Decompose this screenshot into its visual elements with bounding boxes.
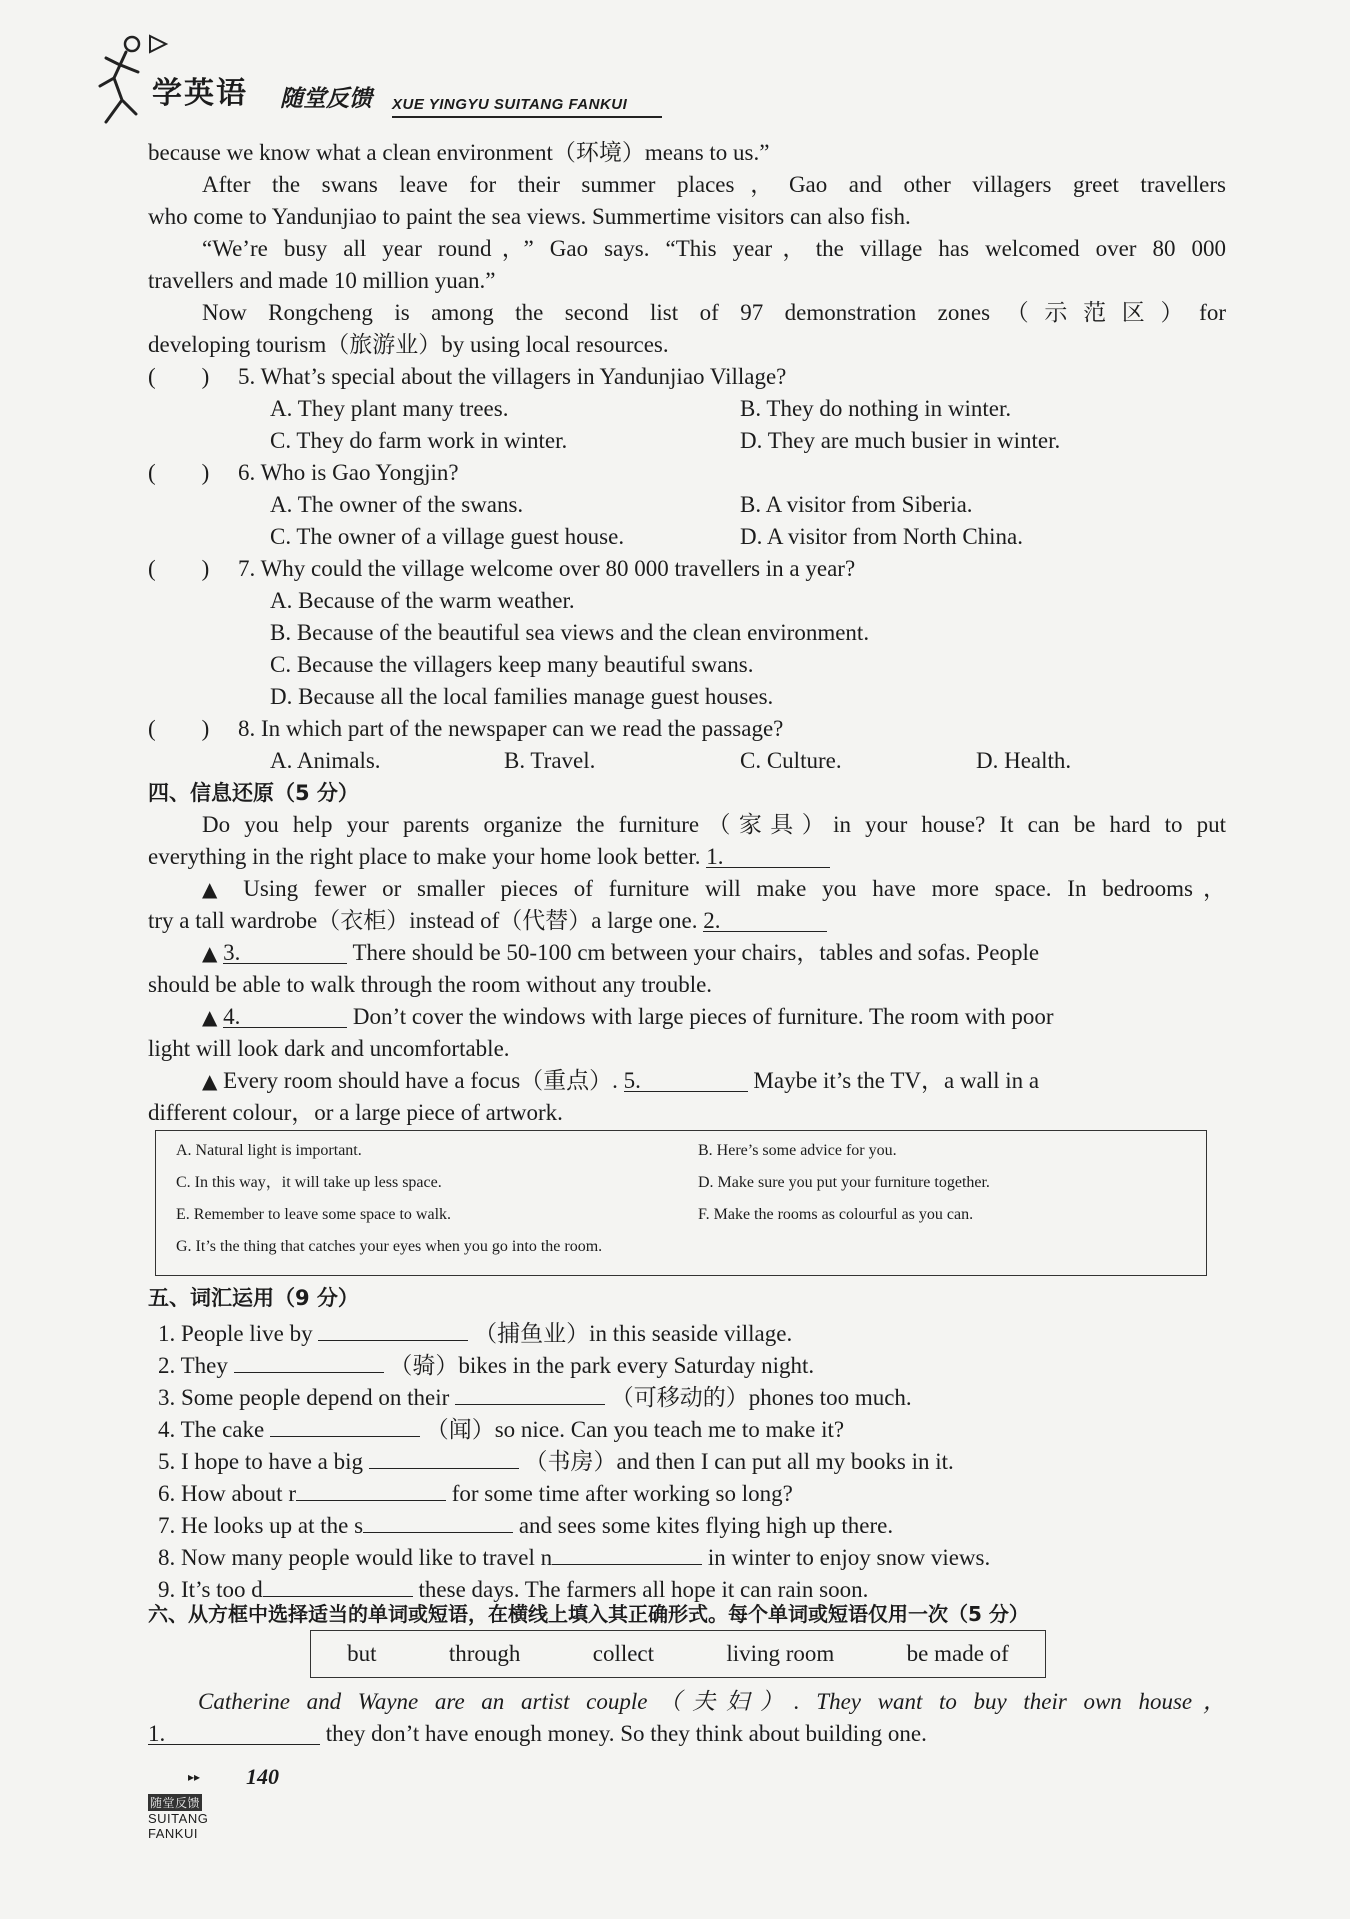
section-4-line <box>148 1065 1226 1097</box>
option-b: B. They do nothing in winter. <box>740 396 1012 421</box>
vocab-item-5 <box>158 1442 954 1474</box>
vocab-hint: （骑）bikes in the park every Saturday night. <box>389 1353 815 1378</box>
vocab-item-2 <box>158 1346 814 1378</box>
section-4-line <box>148 1001 1226 1033</box>
vocab-prompt: 9. It’s too d <box>158 1577 263 1602</box>
option-c: C. The owner of a village guest house. <box>270 524 625 549</box>
section-4-text: There should be 50-100 cm between your chairs，tables and sofas. People <box>352 940 1040 965</box>
section-5-title: 五、词汇运用（9 分） <box>148 1286 359 1310</box>
blank-5[interactable] <box>624 1065 748 1092</box>
section-4-text: Every room should have a focus（重点）. <box>223 1068 618 1093</box>
section-6-text: they don’t have enough money. So they think about building one. <box>325 1721 927 1746</box>
vocab-prompt: 3. Some people depend on their <box>158 1385 450 1410</box>
section-6-line: Catherine and Wayne are an artist couple（夫妇）. They want to buy their own house， <box>198 1689 1226 1714</box>
header-pinyin: XUE YINGYU SUITANG FANKUI <box>392 96 628 113</box>
vocab-blank[interactable] <box>363 1506 513 1533</box>
header-rule <box>392 116 662 118</box>
vocab-hint: in winter to enjoy snow views. <box>707 1545 991 1570</box>
option-b: B. A visitor from Siberia. <box>740 492 973 517</box>
section-4-text: try a tall wardrobe（衣柜）instead of（代替）a large one. <box>148 908 698 933</box>
box-option-c: C. In this way，it will take up less space. <box>176 1174 442 1191</box>
passage-line: travellers and made 10 million yuan.” <box>148 268 496 293</box>
vocab-item-6 <box>158 1474 793 1506</box>
option-d: D. A visitor from North China. <box>740 524 1024 549</box>
footer-tag <box>148 1794 208 1841</box>
vocab-hint: for some time after working so long? <box>451 1481 793 1506</box>
option-c: C. Because the villagers keep many beautiful swans. <box>270 652 754 677</box>
section-4-line <box>148 905 1226 937</box>
vocab-item-1 <box>158 1314 792 1346</box>
question-7 <box>148 553 1226 585</box>
blank-2[interactable] <box>703 905 827 932</box>
section-4-line <box>148 873 1226 905</box>
word-option: but <box>347 1641 377 1666</box>
section-4-text: Maybe it’s the TV，a wall in a <box>753 1068 1040 1093</box>
page-header <box>92 30 672 125</box>
options-row <box>148 585 1226 617</box>
blank-number: 4. <box>223 1004 241 1029</box>
section-6-line <box>148 1718 927 1750</box>
box-option-d: D. Make sure you put your furniture together. <box>698 1174 990 1191</box>
word-option: living room <box>726 1641 835 1666</box>
option-a: A. The owner of the swans. <box>270 492 524 517</box>
question-stem: 8. In which part of the newspaper can we read the passage? <box>238 716 784 741</box>
vocab-blank[interactable] <box>369 1442 519 1469</box>
blank-number: 1. <box>706 844 724 869</box>
option-b: B. Because of the beautiful sea views and the clean environment. <box>270 620 870 645</box>
vocab-hint: （可移动的）phones too much. <box>610 1385 912 1410</box>
section-4-line: light will look dark and uncomfortable. <box>148 1036 510 1061</box>
options-row <box>148 649 1226 681</box>
vocab-blank[interactable] <box>318 1314 468 1341</box>
option-d: D. Health. <box>976 748 1072 773</box>
question-5 <box>148 361 1226 393</box>
header-title: 学英语 <box>152 76 248 111</box>
option-c: C. Culture. <box>740 748 842 773</box>
vocab-blank[interactable] <box>455 1378 605 1405</box>
section-4-line: Do you help your parents organize the furniture（家具）in your house? It can be hard to put <box>202 812 1226 837</box>
passage-line: because we know what a clean environment（环境）means to us.” <box>148 140 770 165</box>
box-option-f: F. Make the rooms as colourful as you can. <box>698 1206 974 1223</box>
question-8 <box>148 713 1226 745</box>
vocab-hint: these days. The farmers all hope it can rain soon. <box>418 1577 869 1602</box>
section-4-line: different colour，or a large piece of artwork. <box>148 1100 563 1125</box>
vocab-blank[interactable] <box>263 1570 413 1597</box>
blank-1[interactable] <box>706 841 830 868</box>
blank-4[interactable] <box>223 1001 347 1028</box>
section-4-text: Don’t cover the windows with large pieces of furniture. The room with poor <box>352 1004 1054 1029</box>
section-4-line: should be able to walk through the room without any trouble. <box>148 972 713 997</box>
vocab-blank[interactable] <box>552 1538 702 1565</box>
page-number: 140 <box>246 1764 279 1789</box>
options-row <box>148 393 1226 425</box>
section-4-line <box>148 937 1226 969</box>
question-stem: 6. Who is Gao Yongjin? <box>238 460 459 485</box>
vocab-prompt: 4. The cake <box>158 1417 265 1442</box>
vocab-prompt: 1. People live by <box>158 1321 313 1346</box>
vocab-hint: （书房）and then I can put all my books in it. <box>524 1449 954 1474</box>
option-d: D. They are much busier in winter. <box>740 428 1061 453</box>
options-row <box>148 745 1226 777</box>
option-c: C. They do farm work in winter. <box>270 428 568 453</box>
box-option-a: A. Natural light is important. <box>176 1142 362 1159</box>
blank-number: 5. <box>623 1068 641 1093</box>
word-box <box>310 1630 1046 1678</box>
vocab-hint: （捕鱼业）in this seaside village. <box>474 1321 793 1346</box>
option-a: A. Animals. <box>270 748 381 773</box>
section-4-text: Using fewer or smaller pieces of furniture will make you have more space. In bedrooms， <box>243 876 1226 901</box>
options-row <box>148 681 1226 713</box>
section-4-title: 四、信息还原（5 分） <box>148 781 359 805</box>
options-row <box>148 489 1226 521</box>
question-stem: 7. Why could the village welcome over 80 000 travellers in a year? <box>238 556 856 581</box>
vocab-item-7 <box>158 1506 893 1538</box>
blank-1[interactable] <box>148 1718 320 1745</box>
vocab-hint: （闻）so nice. Can you teach me to make it? <box>425 1417 845 1442</box>
word-option: be made of <box>906 1641 1009 1666</box>
question-6 <box>148 457 1226 489</box>
section-4-text: everything in the right place to make your home look better. <box>148 844 701 869</box>
triangle-icon: ▲ <box>202 1069 218 1093</box>
vocab-prompt: 7. He looks up at the s <box>158 1513 364 1538</box>
vocab-prompt: 6. How about r <box>158 1481 296 1506</box>
options-row <box>148 425 1226 457</box>
vocab-prompt: 2. They <box>158 1353 228 1378</box>
option-d: D. Because all the local families manage guest houses. <box>270 684 774 709</box>
vocab-blank[interactable] <box>270 1410 420 1437</box>
passage-line: After the swans leave for their summer places，Gao and other villagers greet travellers <box>202 172 1226 197</box>
passage-line: “We’re busy all year round，” Gao says. “This year，the village has welcomed over 80 000 <box>202 236 1226 261</box>
vocab-blank[interactable] <box>234 1346 384 1373</box>
arrow-icon: ▸▸ <box>188 1770 201 1784</box>
blank-number: 1. <box>148 1721 166 1746</box>
vocab-prompt: 5. I hope to have a big <box>158 1449 364 1474</box>
answer-bracket[interactable]: ( ) <box>148 556 210 581</box>
blank-3[interactable] <box>223 937 347 964</box>
options-row <box>148 521 1226 553</box>
passage-line: developing tourism（旅游业）by using local resources. <box>148 332 669 357</box>
answer-bracket[interactable]: ( ) <box>148 364 210 389</box>
triangle-icon: ▲ <box>202 941 218 965</box>
vocab-item-4 <box>158 1410 844 1442</box>
word-option: collect <box>592 1641 655 1666</box>
vocab-item-3 <box>158 1378 912 1410</box>
vocab-hint: and sees some kites flying high up there. <box>518 1513 894 1538</box>
question-stem: 5. What’s special about the villagers in Yandunjiao Village? <box>238 364 787 389</box>
header-subtitle: 随堂反馈 <box>280 86 372 112</box>
box-option-g: G. It’s the thing that catches your eyes when you go into the room. <box>176 1238 603 1255</box>
footer-tag-text: SUITANG FANKUI <box>148 1811 209 1841</box>
answer-bracket[interactable]: ( ) <box>148 716 210 741</box>
options-row <box>148 617 1226 649</box>
blank-number: 2. <box>703 908 721 933</box>
section-4-line <box>148 841 1226 873</box>
main-content <box>148 137 1226 1129</box>
passage-line: Now Rongcheng is among the second list of 97 demonstration zones（示范区）for <box>202 300 1226 325</box>
options-box <box>155 1130 1207 1276</box>
box-option-b: B. Here’s some advice for you. <box>698 1142 897 1159</box>
word-option: through <box>448 1641 521 1666</box>
answer-bracket[interactable]: ( ) <box>148 460 210 485</box>
vocab-prompt: 8. Now many people would like to travel n <box>158 1545 553 1570</box>
option-a: A. Because of the warm weather. <box>270 588 575 613</box>
blank-number: 3. <box>223 940 241 965</box>
option-b: B. Travel. <box>504 748 596 773</box>
footer-tag-cn: 随堂反馈 <box>150 1796 201 1810</box>
option-a: A. They plant many trees. <box>270 396 509 421</box>
vocab-blank[interactable] <box>296 1474 446 1501</box>
vocab-item-8 <box>158 1538 990 1570</box>
passage-line: who come to Yandunjiao to paint the sea views. Summertime visitors can also fish. <box>148 204 911 229</box>
triangle-icon: ▲ <box>202 1005 218 1029</box>
section-6-title: 六、从方框中选择适当的单词或短语，在横线上填入其正确形式。每个单词或短语仅用一次（5 分） <box>148 1602 1029 1626</box>
triangle-icon: ▲ <box>202 877 228 901</box>
box-option-e: E. Remember to leave some space to walk. <box>176 1206 452 1223</box>
